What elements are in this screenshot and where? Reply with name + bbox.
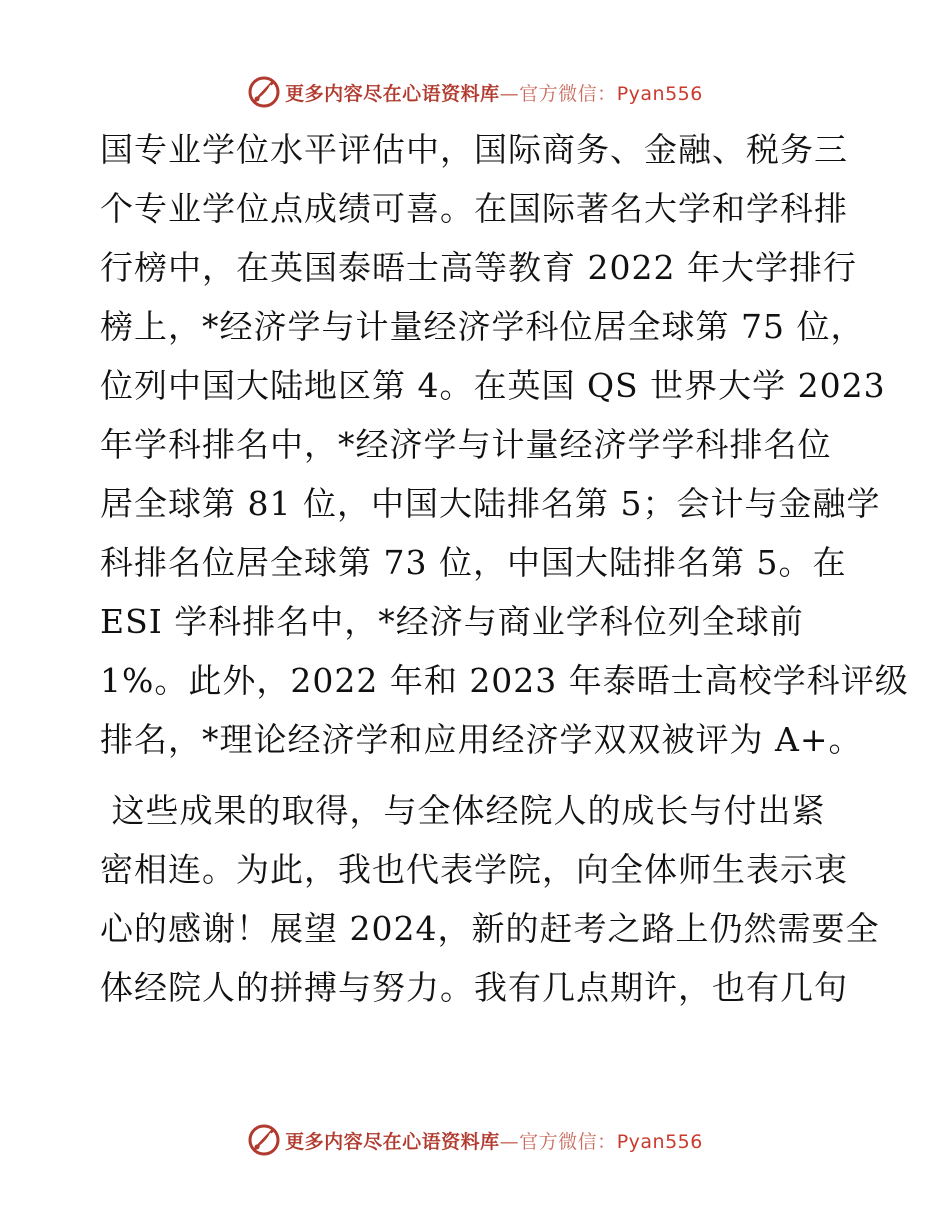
- text-line: 年学科排名中，*经济学与计量经济学学科排名位: [100, 425, 832, 464]
- text-line: 国专业学位水平评估中，国际商务、金融、税务三: [100, 130, 848, 169]
- text-line: 密相连。为此，我也代表学院，向全体师生表示衷: [100, 850, 848, 889]
- paragraph-achievements: [100, 120, 909, 769]
- header-banner-text: 更多内容尽在心语资料库—官方微信：Pyan556: [285, 82, 703, 105]
- footer-watermark-banner: [0, 1120, 950, 1160]
- text-line: 行榜中，在英国泰晤士高等教育 2022 年大学排行: [100, 248, 857, 287]
- text-line: 1%。此外，2022 年和 2023 年泰晤士高校学科评级: [100, 661, 909, 700]
- paragraph-thanks: [100, 781, 880, 1017]
- text-line: 榜上，*经济学与计量经济学科位居全球第 75 位，: [100, 307, 865, 346]
- document-body: [100, 120, 909, 1017]
- quill-logo-icon: [247, 1123, 281, 1157]
- text-line: 居全球第 81 位，中国大陆排名第 5；会计与金融学: [100, 484, 881, 523]
- header-watermark-banner: [0, 72, 950, 112]
- footer-banner-text: 更多内容尽在心语资料库—官方微信：Pyan556: [285, 1130, 703, 1153]
- text-line: 个专业学位点成绩可喜。在国际著名大学和学科排: [100, 189, 848, 228]
- text-line: 体经院人的拼搏与努力。我有几点期许，也有几句: [100, 968, 848, 1007]
- text-line: 科排名位居全球第 73 位，中国大陆排名第 5。在: [100, 543, 847, 582]
- text-line: 这些成果的取得，与全体经院人的成长与付出紧: [100, 791, 826, 830]
- quill-logo-icon: [247, 75, 281, 109]
- text-line: 位列中国大陆地区第 4。在英国 QS 世界大学 2023: [100, 366, 886, 405]
- text-line: 排名，*理论经济学和应用经济学双双被评为 A+。: [100, 720, 863, 759]
- paragraph-gap: [100, 769, 860, 781]
- text-line: 心的感谢！展望 2024，新的赶考之路上仍然需要全: [100, 909, 880, 948]
- text-line: ESI 学科排名中，*经济与商业学科位列全球前: [100, 602, 804, 641]
